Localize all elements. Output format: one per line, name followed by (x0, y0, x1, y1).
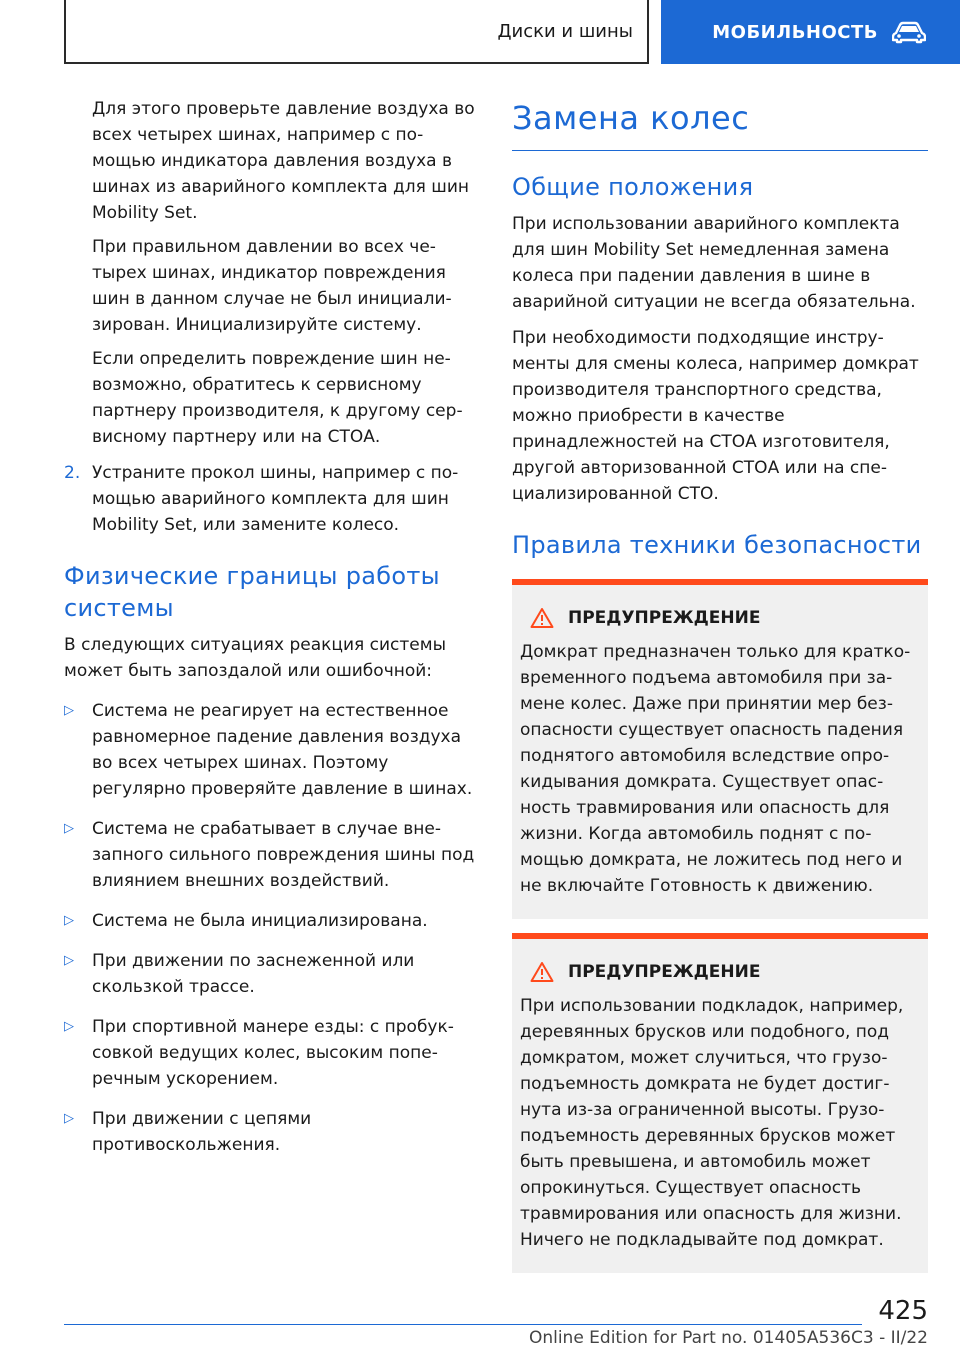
list-item-text: Система не срабатывает в случае внезапного сильного повреждения шины под влиянием внешних воздействий. (92, 819, 475, 891)
triangle-bullet-icon: ▷ (64, 953, 74, 968)
general-heading: Общие положения (512, 173, 754, 201)
list-item (64, 1106, 476, 1158)
triangle-bullet-icon: ▷ (64, 1019, 74, 1034)
warning-header (520, 605, 920, 631)
intro-paragraph-3: Если определить повреждение шин невозможно, обратитесь к сервисному партнеру производителя, к другому сервисному партнеру или на СТОА. (92, 349, 463, 447)
triangle-bullet-icon: ▷ (64, 1111, 74, 1126)
triangle-bullet-icon: ▷ (64, 821, 74, 836)
page-title: Замена колес (512, 98, 928, 151)
footer-divider (64, 1324, 862, 1325)
intro-paragraph-1: Для этого проверьте давление воздуха во всех четырех шинах, например с помощью индикатора давления воздуха в шинах из аварийного комплекта для шин Mobility Set. (92, 99, 475, 223)
edition-text: Online Edition for Part no. 01405A536C3 - II/22 (528, 1328, 928, 1348)
list-item (64, 698, 476, 802)
triangle-bullet-icon: ▷ (64, 913, 74, 928)
intro-paragraph-2: При правильном давлении во всех четырех шинах, индикатор повреждения шин в данном случае не был инициализирован. Инициализируйте систему. (92, 237, 452, 335)
page-number: 425 (878, 1296, 928, 1326)
category-title: МОБИЛЬНОСТЬ (712, 21, 878, 43)
warning-box-2 (512, 933, 928, 1273)
triangle-bullet-icon: ▷ (64, 703, 74, 718)
limits-intro: В следующих ситуациях реакция системы может быть запоздалой или ошибочной: (64, 635, 447, 681)
limits-list (64, 698, 476, 1158)
warning-triangle-icon (530, 961, 554, 983)
warning-text: При использовании подкладок, например, деревянных брусков или подобного, под домкратом, может случиться, что грузоподъемность домкрата не будет достигнута из-за ограниченной высоты. Грузоподъемность деревянных брусков может быть превышена, и автомобиль может опрокинуться. Существует опасность травмирования или опасность для жизни. Ничего не подкладывайте под домкрат. (520, 996, 904, 1250)
warning-box-1 (512, 579, 928, 919)
warning-label: ПРЕДУПРЕЖДЕНИЕ (568, 608, 761, 628)
list-item-text: Система не реагирует на естественное равномерное падение давления воздуха во всех четырех шинах. Поэтому регулярно проверяйте давление в шинах. (92, 701, 473, 799)
list-item-text: Система не была инициализирована. (92, 911, 428, 931)
list-item (64, 1014, 476, 1092)
step-number: 2. (64, 463, 81, 483)
general-paragraph-2: При необходимости подходящие инструменты для смены колеса, например домкрат производителя транспортного средства, можно приобрести в качестве принадлежностей на СТОА изготовителя, другой авторизованной СТОА или на специализированной СТО. (512, 328, 919, 504)
list-item-text: При спортивной манере езды: с пробуксовкой ведущих колес, высоким поперечным ускорением. (92, 1017, 454, 1089)
list-item-text: При движении с цепями противоскольжения. (92, 1109, 312, 1155)
warning-header (520, 959, 920, 985)
list-item-text: При движении по заснеженной или скользкой трассе. (92, 951, 415, 997)
car-icon (892, 20, 926, 44)
general-paragraph-1: При использовании аварийного комплекта для шин Mobility Set немедленная замена колеса при падении давления в шине в аварийной ситуации не всегда обязательна. (512, 214, 916, 312)
section-header (64, 0, 649, 64)
warning-label: ПРЕДУПРЕЖДЕНИЕ (568, 962, 761, 982)
list-item (64, 816, 476, 894)
warning-triangle-icon (530, 607, 554, 629)
list-item (64, 948, 476, 1000)
safety-heading: Правила техники безопасности (512, 531, 922, 559)
step-item (64, 460, 476, 538)
category-header (661, 0, 960, 64)
left-column (64, 96, 476, 1172)
list-item (64, 908, 476, 934)
limits-heading: Физические границы работы системы (64, 562, 440, 622)
section-title: Диски и шины (497, 20, 633, 42)
warning-text: Домкрат предназначен только для кратковременного подъема автомобиля при замене колес. Даже при принятии мер безопасности существует опасность падения поднятого автомобиля вследствие опрокидывания домкрата. Существует опасность травмирования или опасность для жизни. Когда автомобиль поднят с помощью домкрата, не ложитесь под него и не включайте Готовность к движению. (520, 642, 911, 896)
right-column (512, 98, 928, 1273)
step-text: Устраните прокол шины, например с помощью аварийного комплекта для шин Mobility Set, или замените колесо. (92, 463, 459, 535)
